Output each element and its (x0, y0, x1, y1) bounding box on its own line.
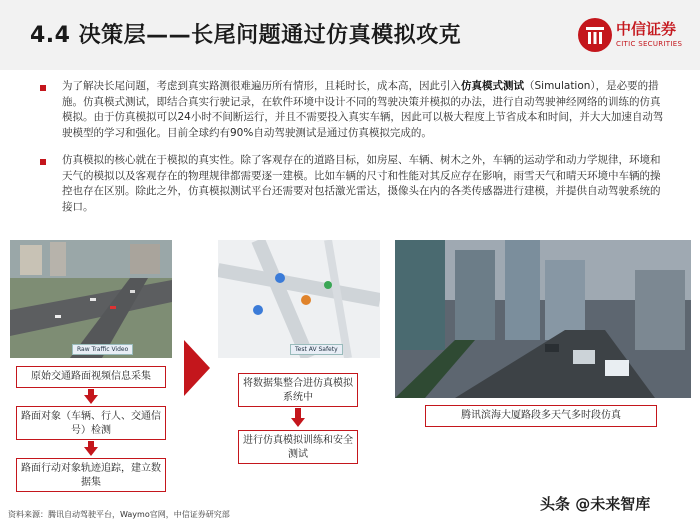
citic-logo (578, 16, 688, 60)
right-caption-box: 腾讯滨海大厦路段多天气多时段仿真 (425, 405, 657, 427)
paragraph-1 (62, 79, 670, 141)
logo-text-cn: 中信证券 (616, 20, 677, 38)
flow-left-step-3: 路面行动对象轨迹追踪，建立数据集 (16, 458, 166, 492)
page-title: 4.4 决策层——长尾问题通过仿真模拟攻克 (30, 23, 462, 48)
bullet-marker (40, 85, 46, 91)
flow-left-step-2: 路面对象（车辆、行人、交通信号）检测 (16, 406, 166, 440)
simulation-map-image (218, 240, 380, 358)
bullet-marker (40, 159, 46, 165)
raw-traffic-video-label: Raw Traffic Video (72, 344, 133, 355)
city-simulation-image (395, 240, 691, 398)
paragraph-1-pre: 为了解决长尾问题，考虑到真实路测很难遍历所有情形，且耗时长，成本高，因此引入 (62, 80, 461, 92)
flow-mid-step-2: 进行仿真模拟训练和安全测试 (238, 430, 358, 464)
flow-arrow-down (291, 418, 305, 427)
flow-arrow-right (184, 340, 210, 396)
flow-arrow-down (84, 447, 98, 456)
paragraph-2: 仿真模拟的核心就在于模拟的真实性。除了客观存在的道路目标，如房屋、车辆、树木之外，车辆的运动学和动力学规律，环境和天气的模拟以及客观存在的物理规律都需要逐一建模。比如车辆的尺寸和性能对其反应存在影响，雨雪天气和晴天环境中车辆的操控也存在区别。除此之外，仿真模拟测试平台还需要对包括激光雷达，摄像头在内的各类传感器进行建模，并提供自动驾驶系统的接口。 (62, 154, 661, 213)
flow-left-step-1: 原始交通路面视频信息采集 (16, 366, 166, 388)
logo-text-en: CITIC SECURITIES (616, 40, 683, 48)
watermark: 头条 @未来智库 (540, 495, 651, 513)
flow-mid-step-1: 将数据集整合进仿真模拟系统中 (238, 373, 358, 407)
paragraph-1-bold: 仿真模式测试 (461, 80, 524, 92)
flow-arrow-stem (295, 408, 301, 418)
paragraph-1-post: （Simulation），是必要的措施。仿真模式测试，即结合真实行驶记录，在软件环境中设计不同的驾驶决策并模拟的办法，进行自动驾驶神经网络的训练的仿真模拟。由于仿真模拟可以24小时不间断运行，并且不需要投入真实车辆，因此可以极大程度上节省成本和时间，并大大加速自动驾驶模型的学习和强化。目前全球约有90%自动驾驶测试是通过仿真模拟完成的。 (62, 80, 664, 139)
flow-arrow-down (84, 395, 98, 404)
header-bar (0, 0, 700, 70)
citic-logo-icon (578, 18, 612, 52)
traffic-video-image (10, 240, 172, 358)
source-note: 资料来源：腾讯自动驾驶平台，Waymo官网，中信证券研究部 (8, 510, 230, 519)
test-av-safety-label: Test AV Safety (290, 344, 343, 355)
